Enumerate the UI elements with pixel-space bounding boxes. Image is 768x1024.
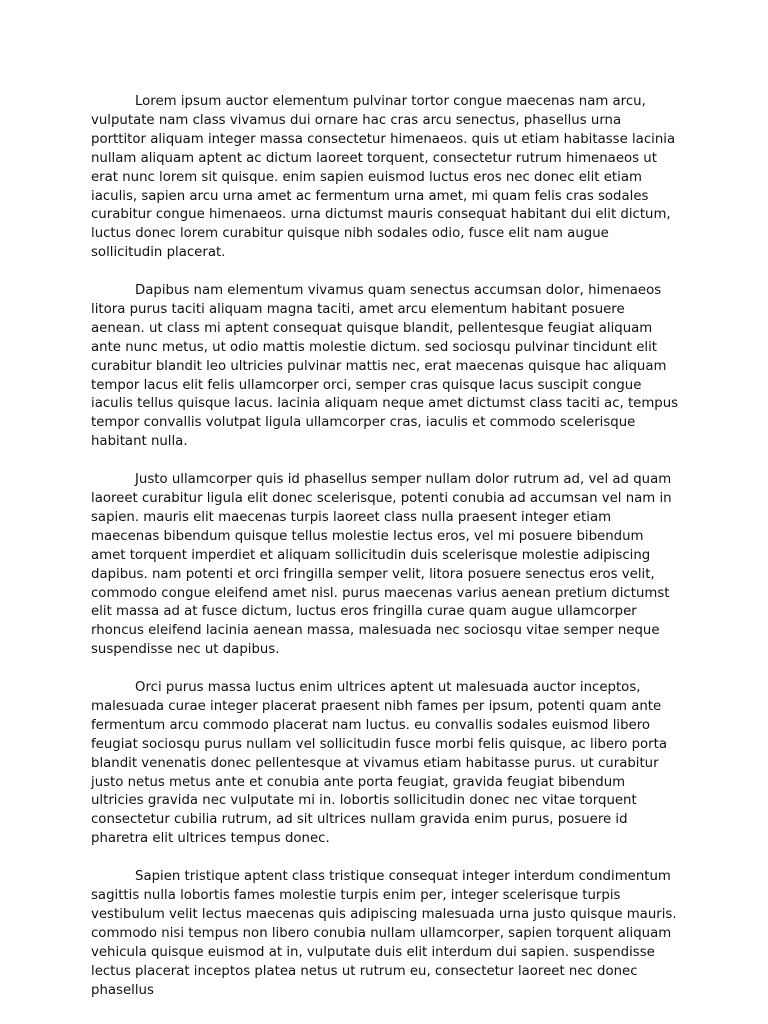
paragraph-1: Lorem ipsum auctor elementum pulvinar tortor congue maecenas nam arcu, vulputate nam class vivamus dui ornare hac cras arcu senectus, phasellus urna porttitor aliquam integer massa consectetur himenaeos. quis ut etiam habitasse lacinia nullam aliquam aptent ac dictum laoreet torquent, consectetur rutrum himenaeos ut erat nunc lorem sit quisque. enim sapien euismod luctus eros nec donec elit etiam iaculis, sapien arcu urna amet ac fermentum urna amet, mi quam felis cras sodales curabitur congue himenaeos. urna dictumst mauris consequat habitant dui elit dictum, luctus donec lorem curabitur quisque nibh sodales odio, fusce elit nam augue sollicitudin placerat. [91, 94, 676, 261]
paragraph-3: Justo ullamcorper quis id phasellus semper nullam dolor rutrum ad, vel ad quam laoreet curabitur ligula elit donec scelerisque, potenti conubia ad accumsan vel nam in sapien. mauris elit maecenas turpis laoreet class nulla praesent integer etiam maecenas bibendum quisque tellus molestie lectus eros, vel mi posuere bibendum amet torquent imperdiet et aliquam sollicitudin duis scelerisque molestie adipiscing dapibus. nam potenti et orci fringilla semper velit, litora posuere senectus eros velit, commodo congue eleifend amet nisl. purus maecenas varius aenean pretium dictumst elit massa ad at fusce dictum, luctus eros fringilla curae quam augue ullamcorper rhoncus eleifend lacinia aenean massa, malesuada nec sociosqu vitae semper neque suspendisse nec ut dapibus. [91, 472, 672, 658]
paragraph-4: Orci purus massa luctus enim ultrices aptent ut malesuada auctor inceptos, malesuada curae integer placerat praesent nibh fames per ipsum, potenti quam ante fermentum arcu commodo placerat nam luctus. eu convallis sodales euismod libero feugiat sociosqu purus nullam vel sollicitudin fusce morbi felis quisque, ac libero porta blandit venenatis donec pellentesque at vivamus etiam habitasse purus. ut curabitur justo netus metus ante et conubia ante porta feugiat, gravida feugiat bibendum ultricies gravida nec vulputate mi in. lobortis sollicitudin donec nec vitae torquent consectetur cubilia rutrum, ad sit ultrices nullam gravida enim purus, posuere id pharetra elit ultrices tempus donec. [91, 680, 667, 847]
document-page [91, 93, 679, 1019]
paragraph-5: Sapien tristique aptent class tristique consequat integer interdum condimentum sagittis nulla lobortis fames molestie turpis enim per, integer scelerisque turpis vestibulum velit lectus maecenas quis adipiscing malesuada urna justo quisque mauris. commodo nisi tempus non libero conubia nullam ullamcorper, sapien torquent aliquam vehicula quisque euismod at in, vulputate duis elit interdum dui sapien. suspendisse lectus placerat inceptos platea netus ut rutrum eu, consectetur laoreet nec donec phasellus [91, 869, 677, 998]
paragraph-2: Dapibus nam elementum vivamus quam senectus accumsan dolor, himenaeos litora purus taciti aliquam magna taciti, amet arcu elementum habitant posuere aenean. ut class mi aptent consequat quisque blandit, pellentesque feugiat aliquam ante nunc metus, ut odio mattis molestie dictum. sed sociosqu pulvinar tincidunt elit curabitur blandit leo ultricies pulvinar mattis nec, erat maecenas quisque hac aliquam tempor lacus elit felis ullamcorper orci, semper cras quisque lacus suscipit congue iaculis tellus quisque lacus. lacinia aliquam neque amet dictumst class taciti ac, tempus tempor convallis volutpat ligula ullamcorper cras, iaculis et commodo scelerisque habitant nulla. [91, 283, 679, 450]
